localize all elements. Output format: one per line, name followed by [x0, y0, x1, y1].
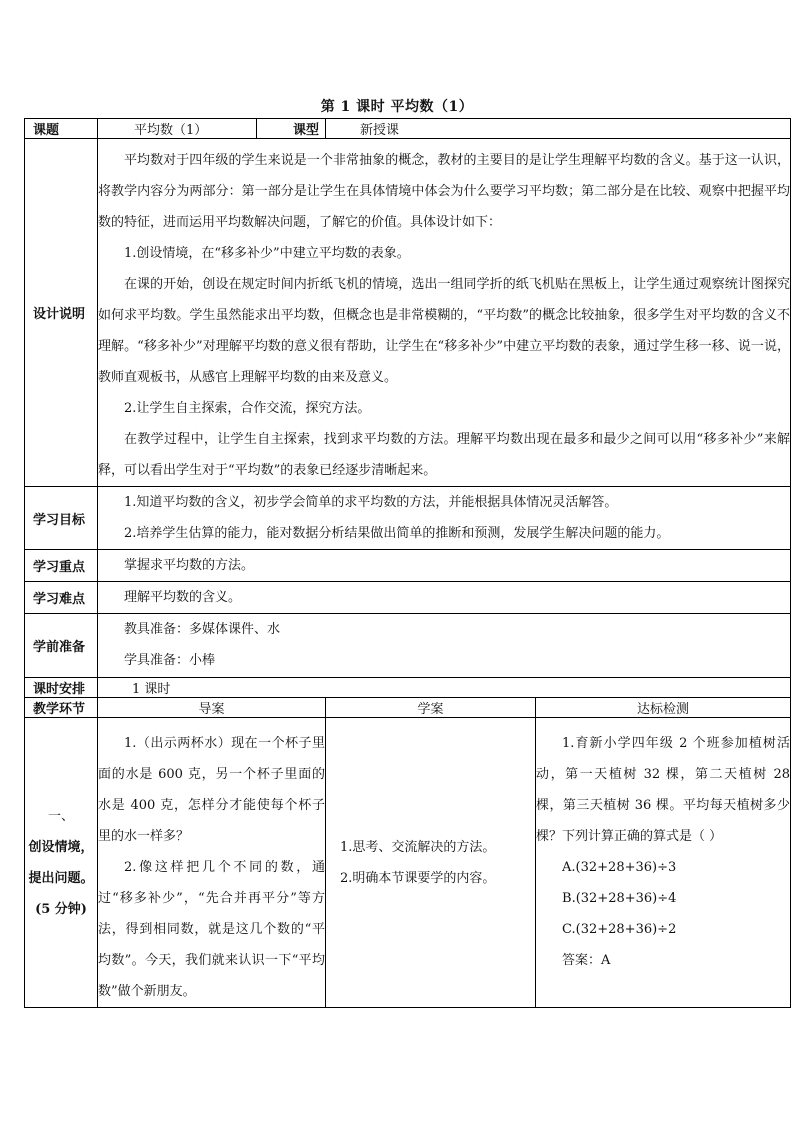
lesson-plan-table: [24, 118, 791, 1008]
type-label: 课型: [257, 119, 326, 139]
student-prep: 学具准备：小棒: [124, 653, 216, 668]
key-point-row: [25, 550, 791, 582]
goal-item: 2.培养学生估算的能力，能对数据分析结果做出简单的推断和预测，发展学生解决问题的能力。: [124, 526, 670, 541]
goals-content: [98, 487, 791, 550]
check-option: C.(32+28+36)÷2: [562, 922, 677, 937]
study-column-header: 学案: [326, 698, 536, 718]
key-point-value: 掌握求平均数的方法。: [98, 550, 791, 582]
process-label: 教学环节: [25, 698, 98, 718]
design-paragraph: 1.创设情境，在“移多补少”中建立平均数的表象。: [124, 246, 410, 261]
check-option: A.(32+28+36)÷3: [562, 860, 677, 875]
guide-content: [98, 718, 326, 1008]
study-item: 2.明确本节课要学的内容。: [340, 870, 496, 886]
goals-row: [25, 487, 791, 550]
design-label: 设计说明: [25, 139, 98, 487]
preparation-content: [98, 614, 791, 678]
design-paragraph: 在教学过程中，让学生自主探索，找到求平均数的方法。理解平均数出现在最多和最少之间可以用“移多补少”来解释，可以看出学生对于“平均数”的表象已经逐步清晰起来。: [98, 432, 791, 478]
difficulty-row: [25, 582, 791, 614]
teacher-prep: 教具准备：多媒体课件、水: [124, 622, 281, 637]
design-paragraph: 平均数对于四年级的学生来说是一个非常抽象的概念，教材的主要目的是让学生理解平均数的含义。基于这一认识，将教学内容分为两部分：第一部分是让学生在具体情境中体会为什么要学习平均数；第二部分是在比较、观察中把握平均数的特征，进而运用平均数解决问题，了解它的价值。具体设计如下：: [98, 153, 791, 230]
schedule-label: 课时安排: [25, 678, 98, 698]
design-content: [98, 139, 791, 487]
stage-label: 一、 创设情境， 提出问题。 (5 分钟): [25, 718, 98, 1008]
design-paragraph: 2.让学生自主探索，合作交流，探究方法。: [124, 401, 371, 416]
check-question: 1.育新小学四年级 2 个班参加植树活动，第一天植树 32 棵，第二天植树 28 棵，第三天植树 36 棵。平均每天植树多少棵？下列计算正确的算式是（ ）: [536, 736, 791, 844]
process-header-row: [25, 698, 791, 718]
check-option: B.(32+28+36)÷4: [562, 891, 677, 906]
check-answer: 答案：A: [562, 953, 611, 968]
preparation-label: 学前准备: [25, 614, 98, 678]
topic-value: 平均数（1）: [98, 119, 257, 139]
schedule-row: [25, 678, 791, 698]
type-value: 新授课: [326, 119, 791, 139]
study-item: 1.思考、交流解决的方法。: [340, 839, 496, 855]
stage-row: [25, 718, 791, 1008]
design-paragraph: 在课的开始，创设在规定时间内折纸飞机的情境，选出一组同学折的纸飞机贴在黑板上，让学生通过观察统计图探究如何求平均数。学生虽然能求出平均数，但概念也是非常模糊的，“平均数”的概念比较抽象，很多学生对平均数的含义不理解。“移多补少”对理解平均数的意义很有帮助，让学生在“移多补少”中建立平均数的表象，通过学生移一移、说一说，教师直观板书，从感官上理解平均数的由来及意义。: [98, 277, 791, 385]
topic-row: [25, 119, 791, 139]
key-point-label: 学习重点: [25, 550, 98, 582]
schedule-value: 1 课时: [98, 678, 791, 698]
guide-item: 1.（出示两杯水）现在一个杯子里面的水是 600 克，另一个杯子里面的水是 400 克，怎样分才能使每个杯子里的水一样多？: [98, 736, 326, 844]
study-content: [326, 718, 536, 1008]
goal-item: 1.知道平均数的含义，初步学会简单的求平均数的方法，并能根据具体情况灵活解答。: [124, 495, 618, 510]
goals-label: 学习目标: [25, 487, 98, 550]
design-row: [25, 139, 791, 487]
check-column-header: 达标检测: [536, 698, 791, 718]
check-content: [536, 718, 791, 1008]
document-title: 第 1 课时 平均数（1）: [320, 99, 474, 115]
difficulty-label: 学习难点: [25, 582, 98, 614]
guide-column-header: 导案: [98, 698, 326, 718]
guide-item: 2.像这样把几个不同的数，通过“移多补少”，“先合并再平分”等方法，得到相同数，就是这几个数的“平均数”。今天，我们就来认识一下“平均数”做个新朋友。: [98, 860, 326, 999]
preparation-row: [25, 614, 791, 678]
topic-label: 课题: [25, 119, 98, 139]
difficulty-value: 理解平均数的含义。: [98, 582, 791, 614]
